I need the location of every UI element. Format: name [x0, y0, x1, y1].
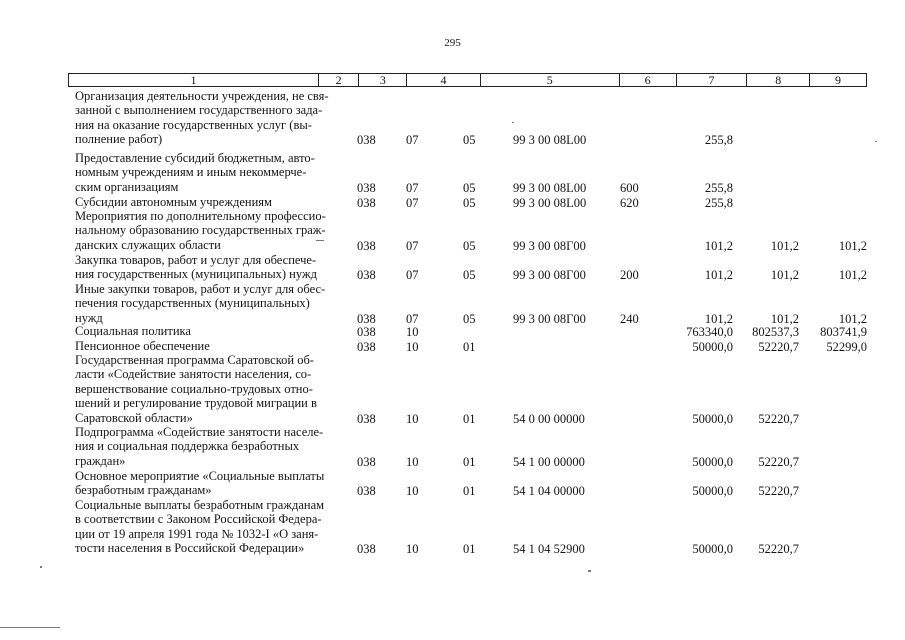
cell-subsection: 05 [463, 238, 476, 253]
cell-kvsr: 038 [357, 325, 376, 339]
description-line: ния на оказание государственных услуг (вы- [75, 117, 312, 132]
row-description [75, 469, 337, 498]
cell-sum-year-2: 101,2 [770, 311, 799, 326]
description-line: Основное мероприятие «Социальные выплаты [75, 469, 325, 483]
cell-subsection: 01 [463, 542, 476, 557]
cell-target-article: 99 3 00 08L00 [513, 196, 587, 210]
cell-kvsr: 038 [357, 268, 376, 283]
description-line: Социальные выплаты безработным гражданам [75, 498, 325, 512]
description-line: ции от 19 апреля 1991 года № 1032-I «О заня- [75, 526, 319, 541]
cell-sum-year-3: 101,2 [838, 268, 867, 283]
cell-kvsr: 038 [357, 180, 376, 195]
cell-target-article: 99 3 00 08Г00 [513, 238, 586, 253]
header-col-9: 9 [835, 73, 842, 87]
cell-sum-year-3: 101,2 [838, 238, 867, 253]
cell-target-article: 54 1 04 52900 [513, 542, 585, 557]
cell-section: 10 [406, 454, 419, 469]
cell-section: 07 [406, 311, 419, 326]
scan-speck [512, 122, 514, 123]
header-col-7: 7 [677, 74, 748, 86]
cell-sum-year-2: 52220,7 [758, 454, 799, 469]
cell-sum-year-1: 50000,0 [692, 411, 733, 426]
scan-speck [40, 566, 42, 568]
cell-subsection: 01 [463, 411, 476, 426]
description-line: ским организациям [75, 179, 179, 194]
cell-target-article: 99 3 00 08L00 [513, 133, 587, 148]
cell-sum-year-1: 50000,0 [692, 484, 733, 499]
cell-expense-type: 620 [620, 196, 639, 210]
header-col-8: 8 [747, 74, 810, 86]
description-line: Субсидии автономным учреждениям [75, 195, 272, 209]
cell-expense-type: 200 [620, 268, 639, 283]
description-line: ласти «Содействие занятости населения, со- [75, 367, 312, 382]
description-line: тости населения в Российской Федерации» [75, 541, 305, 556]
description-line: Социальная политика [75, 324, 191, 338]
cell-section: 07 [406, 196, 419, 210]
cell-sum-year-2: 52220,7 [758, 411, 799, 426]
cell-kvsr: 038 [357, 542, 376, 557]
description-line: Иные закупки товаров, работ и услуг для обес- [75, 282, 326, 296]
cell-sum-year-2: 101,2 [770, 238, 799, 253]
cell-kvsr: 038 [357, 133, 376, 148]
cell-sum-year-1: 101,2 [704, 238, 733, 253]
cell-sum-year-1: 255,8 [704, 133, 733, 148]
cell-sum-year-1: 255,8 [704, 196, 733, 210]
cell-kvsr: 038 [357, 411, 376, 426]
description-line: Саратовской области» [75, 410, 193, 425]
cell-section: 07 [406, 238, 419, 253]
scan-speck [0, 627, 60, 628]
description-line: Закупка товаров, работ и услуг для обеспече- [75, 253, 317, 267]
description-line: Мероприятия по дополнительному профессио- [75, 209, 326, 223]
row-description [75, 353, 337, 425]
cell-sum-year-3: 101,2 [838, 311, 867, 326]
header-col-5: 5 [481, 74, 620, 86]
header-col-3: 3 [359, 74, 407, 86]
cell-kvsr: 038 [357, 311, 376, 326]
header-col-1: 1 [69, 74, 319, 86]
cell-sum-year-1: 255,8 [704, 180, 733, 195]
cell-target-article: 99 3 00 08L00 [513, 180, 587, 195]
cell-sum-year-1: 101,2 [704, 311, 733, 326]
description-line: ния государственных (муниципальных) нужд [75, 267, 317, 282]
cell-sum-year-2: 52220,7 [758, 484, 799, 499]
description-line: занной с выполнением государственного зада- [75, 103, 323, 118]
cell-expense-type: 240 [620, 311, 639, 326]
cell-sum-year-1: 101,2 [704, 268, 733, 283]
header-col-2: 2 [319, 74, 360, 86]
cell-subsection: 05 [463, 268, 476, 283]
scan-speck [875, 141, 877, 142]
row-description [75, 195, 337, 209]
cell-sum-year-2: 52220,7 [758, 340, 799, 354]
cell-target-article: 54 0 00 00000 [513, 411, 585, 426]
description-line: Государственная программа Саратовской об- [75, 353, 314, 367]
cell-section: 10 [406, 325, 419, 339]
cell-subsection: 01 [463, 340, 476, 354]
scan-speck [588, 570, 591, 572]
cell-subsection: 05 [463, 133, 476, 148]
row-description [75, 324, 337, 338]
row-description [75, 209, 337, 252]
row-description [75, 253, 337, 282]
cell-target-article: 54 1 04 00000 [513, 484, 585, 499]
cell-section: 10 [406, 411, 419, 426]
page-number: 295 [444, 37, 461, 49]
description-line: Организация деятельности учреждения, не свя- [75, 89, 329, 103]
cell-section: 07 [406, 180, 419, 195]
cell-sum-year-1: 50000,0 [692, 542, 733, 557]
cell-kvsr: 038 [357, 484, 376, 499]
description-line: полнение работ) [75, 132, 163, 147]
cell-kvsr: 038 [357, 340, 376, 354]
cell-target-article: 99 3 00 08Г00 [513, 268, 586, 283]
row-description [75, 339, 337, 353]
description-line: нальному образованию государственных граж- [75, 223, 326, 238]
cell-sum-year-3: 52299,0 [826, 340, 867, 354]
cell-kvsr: 038 [357, 238, 376, 253]
cell-subsection: 05 [463, 311, 476, 326]
row-description [75, 151, 337, 194]
cell-sum-year-1: 50000,0 [692, 454, 733, 469]
table-header [68, 73, 867, 87]
header-col-4: 4 [407, 74, 481, 86]
description-line: шений и регулирование трудовой миграции в [75, 396, 317, 411]
cell-sum-year-2: 52220,7 [758, 542, 799, 557]
cell-subsection: 01 [463, 484, 476, 499]
row-description [75, 282, 337, 325]
description-line: в соответствии с Законом Российской Федера- [75, 512, 322, 527]
description-line: ния и социальная поддержка безработных [75, 439, 300, 454]
header-col-6: 6 [620, 74, 677, 86]
row-description [75, 498, 337, 556]
description-line: граждан» [75, 453, 126, 468]
cell-target-article: 54 1 00 00000 [513, 454, 585, 469]
cell-section: 10 [406, 542, 419, 557]
scan-speck [316, 240, 324, 241]
cell-section: 07 [406, 268, 419, 283]
cell-section: 10 [406, 484, 419, 499]
cell-sum-year-3: 803741,9 [820, 325, 867, 339]
cell-kvsr: 038 [357, 196, 376, 210]
cell-expense-type: 600 [620, 180, 639, 195]
description-line: номным учреждениям и иным некоммерче- [75, 165, 307, 180]
cell-subsection: 05 [463, 180, 476, 195]
description-line: Подпрограмма «Содействие занятости населе- [75, 425, 324, 439]
description-line: Пенсионное обеспечение [75, 339, 210, 353]
description-line: нужд [75, 310, 103, 325]
cell-subsection: 05 [463, 196, 476, 210]
cell-sum-year-2: 101,2 [770, 268, 799, 283]
cell-sum-year-1: 50000,0 [692, 340, 733, 354]
cell-sum-year-2: 802537,3 [752, 325, 799, 339]
description-line: Предоставление субсидий бюджетным, авто- [75, 151, 315, 165]
row-description [75, 425, 337, 468]
cell-target-article: 99 3 00 08Г00 [513, 311, 586, 326]
description-line: печения государственных (муниципальных) [75, 296, 310, 311]
description-line: вершенствование социально-трудовых отно- [75, 381, 313, 396]
row-description [75, 89, 337, 147]
cell-section: 07 [406, 133, 419, 148]
cell-section: 10 [406, 340, 419, 354]
description-line: данских служащих области [75, 237, 221, 252]
cell-kvsr: 038 [357, 454, 376, 469]
cell-sum-year-1: 763340,0 [686, 325, 733, 339]
cell-subsection: 01 [463, 454, 476, 469]
description-line: безработным гражданам» [75, 483, 212, 498]
